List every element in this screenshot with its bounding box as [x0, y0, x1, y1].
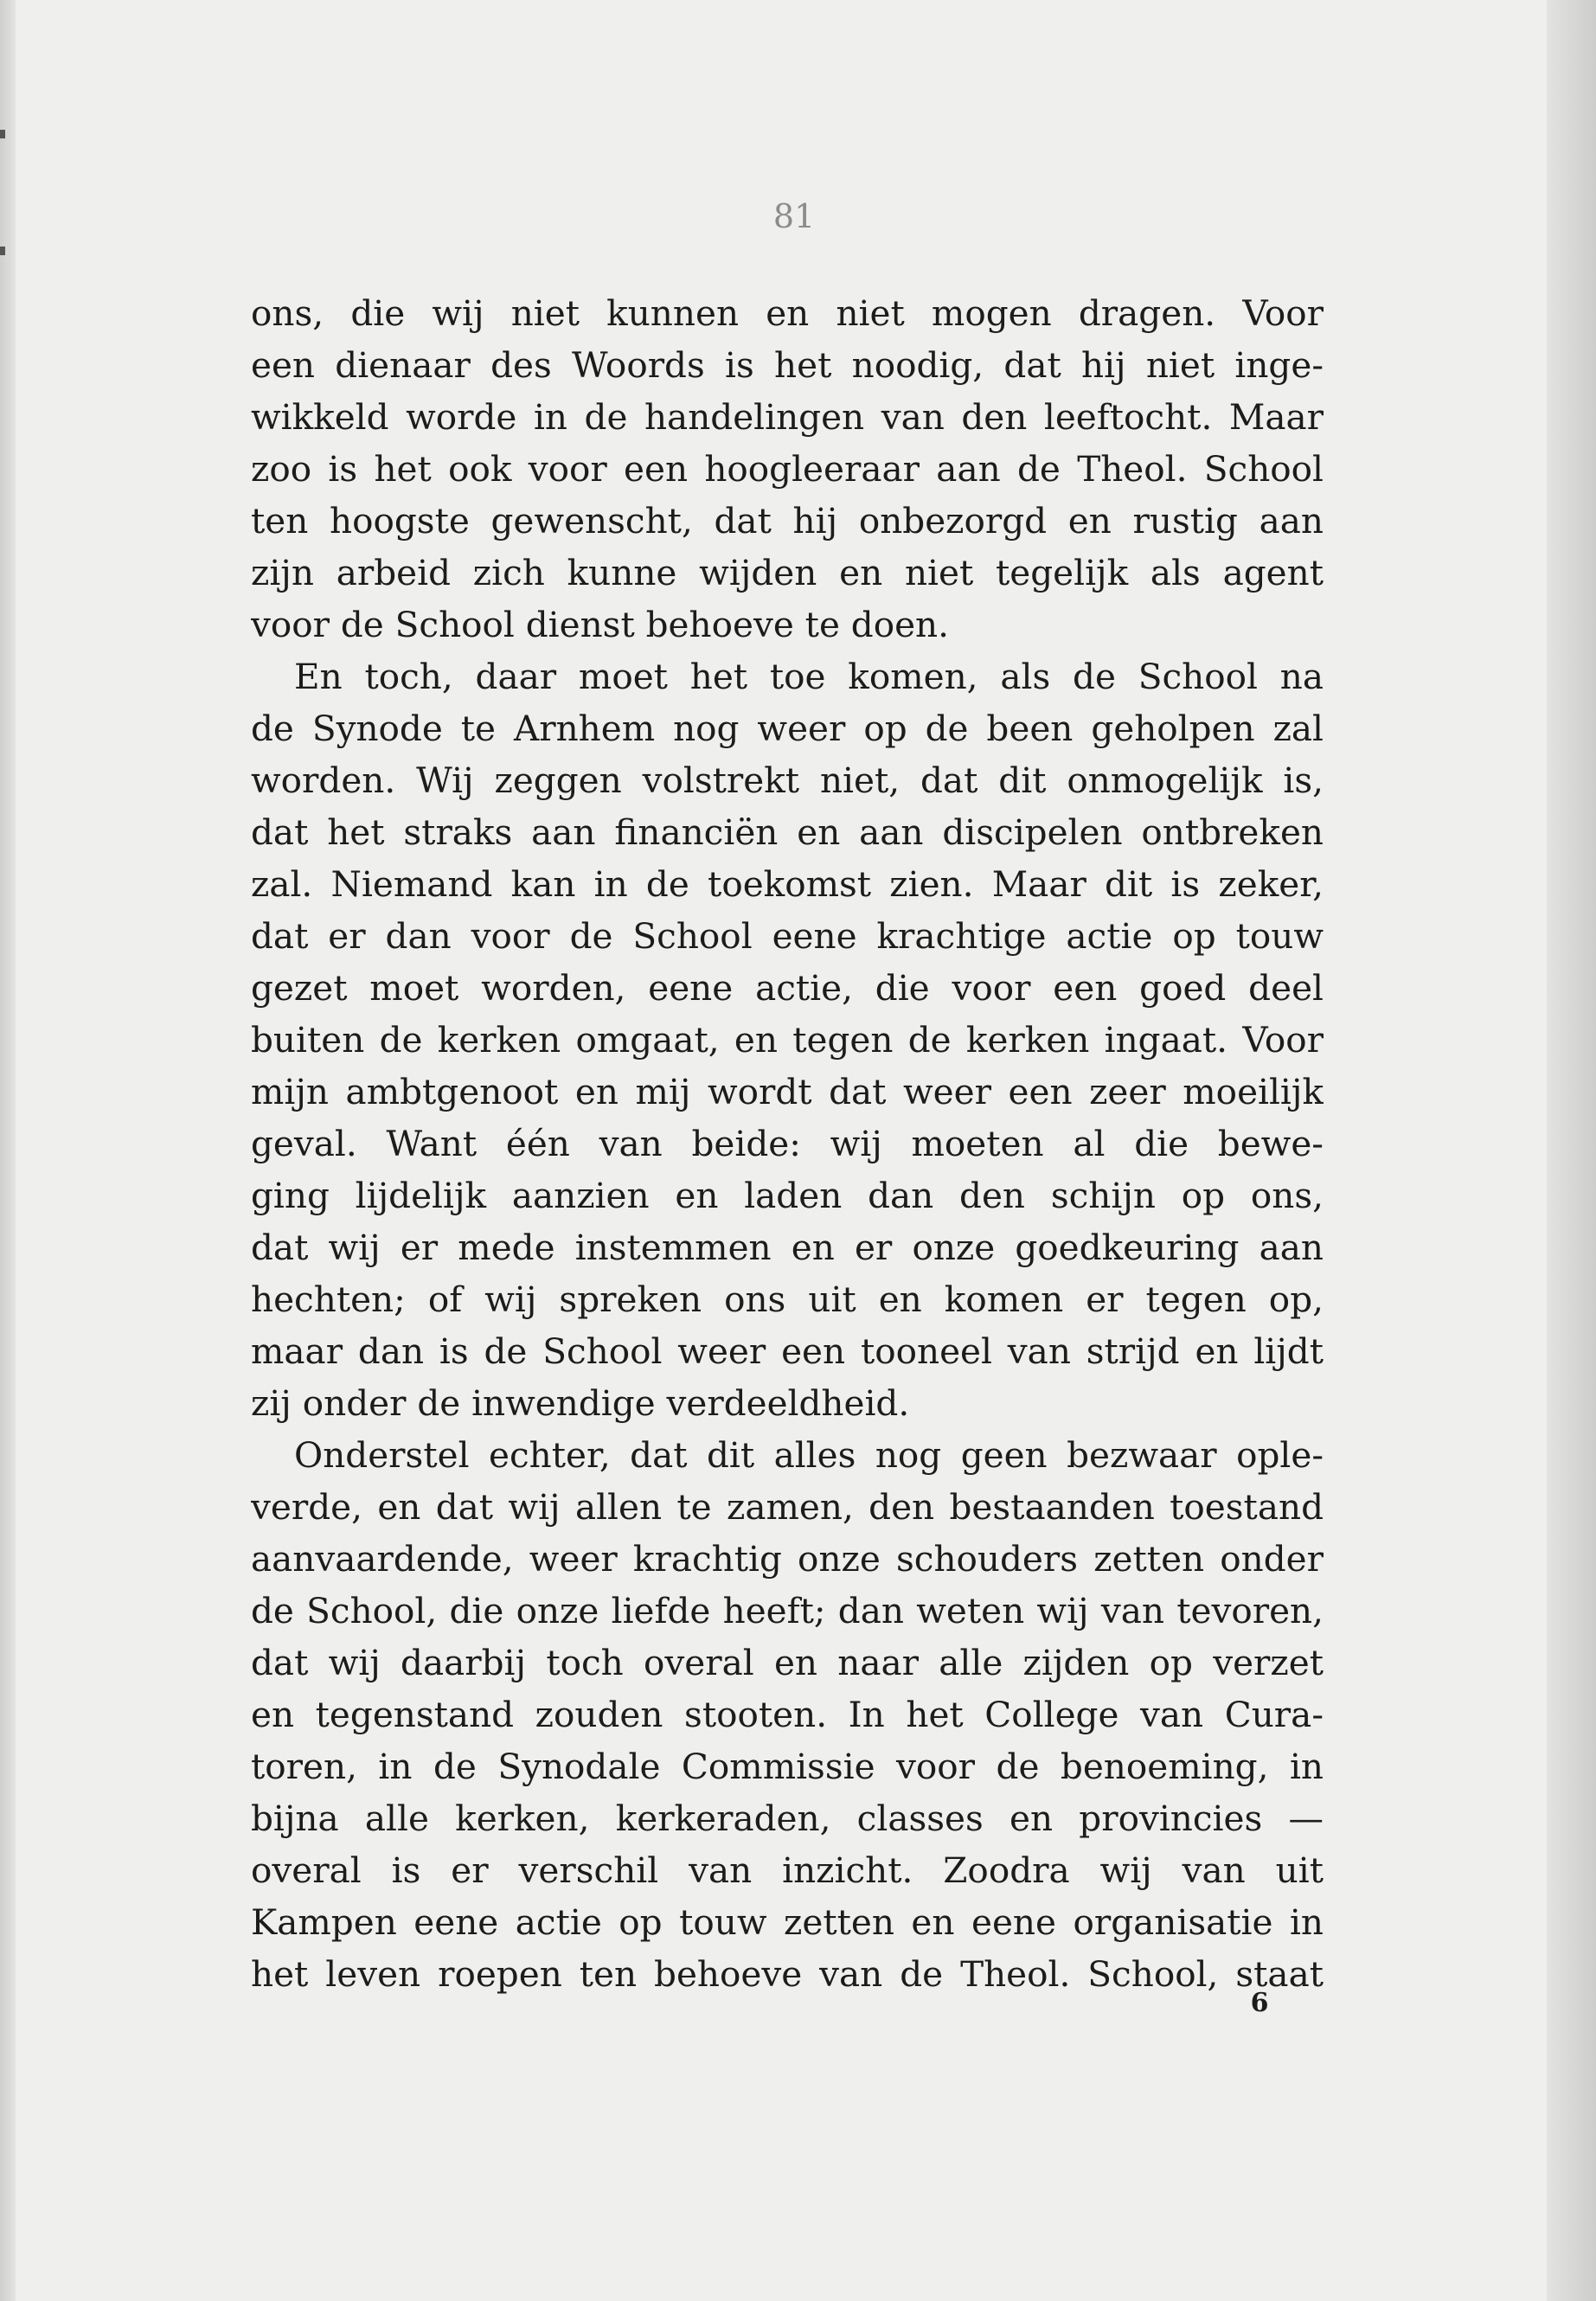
text-line: Kampen eene actie op touw zetten en eene organisatie in	[251, 1901, 1324, 1943]
paragraph-start-line: En toch, daar moet het toe komen, als de School na	[294, 656, 1324, 697]
text-line: voor de School dienst behoeve te doen.	[251, 604, 950, 645]
text-line: mijn ambtgenoot en mij wordt dat weer een zeer moeilijk	[251, 1071, 1324, 1112]
signature-mark: 6	[1250, 1988, 1269, 2018]
text-line: de Synode te Arnhem nog weer op de been geholpen zal	[251, 708, 1324, 749]
book-page	[16, 0, 1547, 2301]
text-line: geval. Want één van beide: wij moeten al die bewe-	[251, 1123, 1324, 1164]
text-line: een dienaar des Woords is het noodig, dat hij niet inge-	[251, 344, 1324, 386]
text-line: en tegenstand zouden stooten. In het College van Cura-	[251, 1694, 1324, 1735]
body-text	[251, 287, 1324, 2000]
text-line: aanvaardende, weer krachtig onze schouders zetten onder	[251, 1538, 1324, 1580]
text-line: zijn arbeid zich kunne wijden en niet tegelijk als agent	[251, 552, 1324, 593]
text-line: het leven roepen ten behoeve van de Theol. School, staat	[251, 1953, 1324, 1995]
scan-edge-mark	[0, 130, 5, 138]
text-line: zal. Niemand kan in de toekomst zien. Maar dit is zeker,	[251, 863, 1324, 905]
scan-edge-mark	[0, 247, 5, 255]
text-line: de School, die onze liefde heeft; dan weten wij van tevoren,	[251, 1590, 1324, 1631]
page-number: 81	[772, 197, 816, 235]
text-line: zij onder de inwendige verdeeldheid.	[251, 1382, 910, 1424]
text-line: dat er dan voor de School eene krachtige actie op touw	[251, 915, 1324, 957]
text-line: overal is er verschil van inzicht. Zoodra wij van uit	[251, 1849, 1324, 1891]
text-line: wikkeld worde in de handelingen van den leeftocht. Maar	[251, 396, 1324, 438]
text-line: dat wij er mede instemmen en er onze goedkeuring aan	[251, 1227, 1324, 1268]
text-line: dat het straks aan financiën en aan discipelen ontbreken	[251, 811, 1324, 853]
text-line: zoo is het ook voor een hoogleeraar aan de Theol. School	[251, 448, 1324, 490]
text-line: buiten de kerken omgaat, en tegen de kerken ingaat. Voor	[251, 1019, 1324, 1061]
text-line: dat wij daarbij toch overal en naar alle zijden op verzet	[251, 1642, 1324, 1683]
text-line: ons, die wij niet kunnen en niet mogen dragen. Voor	[251, 292, 1324, 334]
text-line: toren, in de Synodale Commissie voor de benoeming, in	[251, 1746, 1324, 1787]
text-line: maar dan is de School weer een tooneel van strijd en lijdt	[251, 1330, 1324, 1372]
paragraph-start-line: Onderstel echter, dat dit alles nog geen bezwaar ople-	[294, 1434, 1324, 1476]
text-line: verde, en dat wij allen te zamen, den bestaanden toestand	[251, 1486, 1324, 1528]
text-line: hechten; of wij spreken ons uit en komen er tegen op,	[251, 1279, 1324, 1320]
text-line: ten hoogste gewenscht, dat hij onbezorgd en rustig aan	[251, 500, 1324, 542]
text-line: bijna alle kerken, kerkeraden, classes en provincies —	[251, 1798, 1324, 1839]
text-line: gezet moet worden, eene actie, die voor een goed deel	[251, 967, 1324, 1009]
text-line: worden. Wij zeggen volstrekt niet, dat dit onmogelijk is,	[251, 760, 1324, 801]
text-line: ging lijdelijk aanzien en laden dan den schijn op ons,	[251, 1175, 1324, 1216]
